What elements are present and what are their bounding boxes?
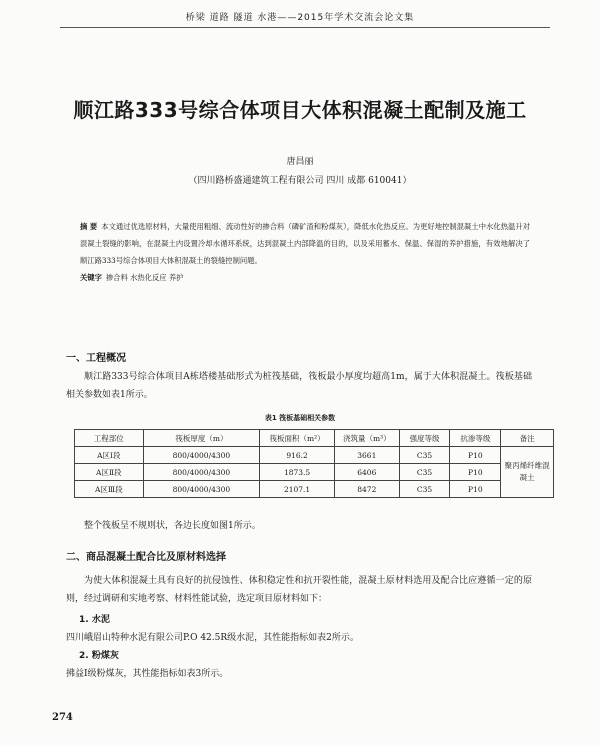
table-header-cell: 浇筑量（m³） (334, 430, 399, 447)
table-cell: P10 (450, 481, 501, 498)
cement-text: 四川峨眉山特种水泥有限公司P.O 42.5R级水泥，其性能指标如表2所示。 (66, 633, 359, 643)
subheading-cement: 1. 水泥 (79, 615, 110, 625)
table-header-cell: 工程部位 (75, 430, 144, 447)
abstract (80, 218, 530, 269)
running-header: 桥梁 道路 隧道 水港——2015年学术交流会论文集 (185, 13, 415, 23)
section-heading-overview: 一、工程概况 (66, 353, 126, 364)
table-note-cell: 聚丙烯纤维混凝土 (501, 447, 554, 498)
table-cell: C35 (399, 447, 450, 464)
subheading-fly-ash: 2. 粉煤灰 (79, 651, 119, 661)
table-cell: P10 (450, 447, 501, 464)
table-header-cell: 备注 (501, 430, 554, 447)
fly-ash-text: 拂益Ⅰ级粉煤灰，其性能指标如表3所示。 (66, 669, 229, 679)
table-header-cell: 筏板面积（m²） (260, 430, 335, 447)
table-cell: A区Ⅱ段 (75, 464, 144, 481)
table-header-cell: 抗渗等级 (450, 430, 501, 447)
materials-paragraph: 为使大体积混凝土具有良好的抗侵蚀性、体积稳定性和抗开裂性能，混凝土原材料选用及配合比应遵循一定的原则，经过调研和实地考察、材料性能试验，选定项目原材料如下： (66, 576, 532, 604)
paper-title: 顺江路333号综合体项目大体积混凝土配制及施工 (73, 98, 527, 122)
author: 唐昌丽 (286, 157, 314, 167)
overview-paragraph: 顺江路333号综合体项目A栋塔楼基础形式为桩筏基础，筏板最小厚度均超高1m，属于大体积混凝土。筏板基础相关参数如表1所示。 (66, 372, 532, 400)
keywords (80, 273, 530, 283)
keywords-text: 掺合料 水热化反应 养护 (105, 273, 184, 282)
after-table-text: 整个筏板呈不规则状，各边长度如图1所示。 (84, 521, 261, 531)
table-row (75, 447, 554, 464)
abstract-label: 摘 要 (80, 222, 98, 231)
table-cell: 916.2 (260, 447, 335, 464)
table-cell: A区Ⅰ段 (75, 447, 144, 464)
table-cell: 800/4000/4300 (143, 447, 260, 464)
page-number: 274 (52, 712, 73, 723)
raft-parameters-table (74, 429, 554, 498)
table-header-row (75, 430, 554, 447)
table-row (75, 464, 554, 481)
table-cell: 1873.5 (260, 464, 335, 481)
table-cell: C35 (399, 481, 450, 498)
table-cell: 800/4000/4300 (143, 481, 260, 498)
table-cell: 6406 (334, 464, 399, 481)
keywords-label: 关键字 (80, 273, 102, 282)
table-header-cell: 筏板厚度（m） (143, 430, 260, 447)
table-cell: 800/4000/4300 (143, 464, 260, 481)
table-header-cell: 强度等级 (399, 430, 450, 447)
table-cell: 2107.1 (260, 481, 335, 498)
affiliation: （四川路桥盛通建筑工程有限公司 四川 成都 610041） (188, 176, 412, 186)
abstract-text: 本文通过优选原材料，大量使用粗细、流动性好的掺合料（磷矿渣和粉煤灰），降低水化热反应。为更好地控制混凝土中水化热温升对混凝土裂缝的影响，在混凝土内设置冷却水循环系统，达到混凝土内部降温的目的，以及采用蓄水、保温、保湿的养护措施，有效地解决了顺江路333号综合体项目大体积混凝土的裂缝控制问题。 (80, 222, 530, 265)
table-cell: 8472 (334, 481, 399, 498)
table-cell: 3661 (334, 447, 399, 464)
table-cell: C35 (399, 464, 450, 481)
section-heading-materials: 二、商品混凝土配合比及原材料选择 (66, 552, 226, 563)
table-caption: 表1 筏板基础相关参数 (264, 414, 336, 422)
table-row (75, 481, 554, 498)
table-cell: A区Ⅲ段 (75, 481, 144, 498)
table-cell: P10 (450, 464, 501, 481)
header-divider (60, 27, 550, 28)
